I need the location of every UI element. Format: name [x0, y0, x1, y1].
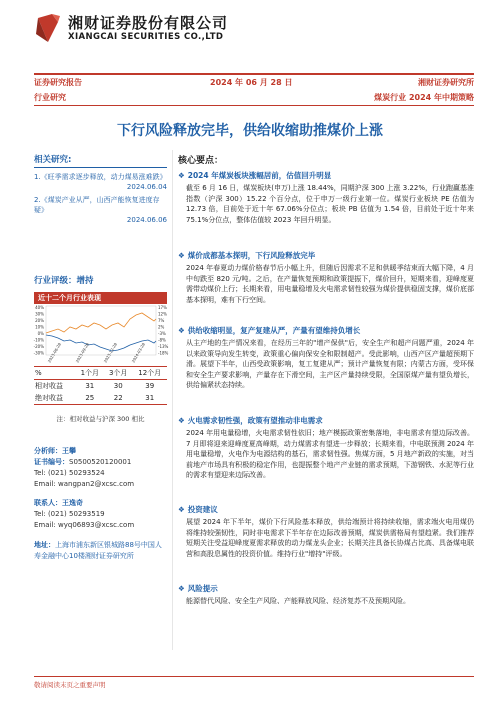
- right-tick: -8%: [158, 337, 166, 343]
- table-header-cell: %: [34, 367, 76, 380]
- company-logo-icon: [34, 12, 62, 44]
- x-tick: 2023-06-28: [46, 341, 62, 364]
- y-tick: -10%: [33, 337, 44, 343]
- cert-label: 证书编号：: [34, 458, 69, 466]
- right-tick: -13%: [158, 344, 169, 349]
- related-item-text[interactable]: 1.《旺季需求逐步释放，动力煤易涨难跌》: [34, 173, 167, 181]
- related-research: [34, 153, 167, 225]
- right-tick: 17%: [158, 305, 167, 310]
- right-tick: -3%: [158, 331, 166, 336]
- y-axis-ticks: [34, 305, 45, 356]
- industry-rating: [34, 274, 167, 286]
- right-tick: 12%: [158, 311, 167, 317]
- related-item[interactable]: [34, 172, 167, 192]
- address-text: 上海市浦东新区银城路88号中国人寿金融中心10楼湘财证券研究所: [34, 541, 162, 560]
- analyst-card: [34, 446, 167, 490]
- related-item-date: 2024.06.06: [126, 216, 167, 224]
- table-cell: 30: [113, 382, 123, 390]
- right-tick: 2%: [158, 324, 165, 330]
- email-label: Email:: [34, 480, 56, 488]
- table-cell: 绝对收益: [34, 392, 76, 405]
- address-block: [34, 540, 167, 562]
- bullet-icon: ❖: [178, 251, 185, 260]
- report-category: 行业研究: [34, 93, 66, 102]
- chart-banner: 近十二个月行业表现: [34, 292, 167, 304]
- section-heading: ❖ 火电需求韧性强，政策有望推动非电需求: [178, 416, 323, 425]
- company-header: [34, 10, 474, 50]
- section-paragraph: 2024 年用电量稳增，火电需求韧性依旧；地产模振政策密集落地，非电需求有望边际改善。7 月即将迎来迎峰度夏高峰期，动力煤需求有望进一步释放；长期来看，中电联预测 2024 年用电量稳增，火电作为电源结构的基石，需求韧性强。焦煤方面，5 月地产新政的实施，对当前地产市场具有积极的稳定作用，也提振整个地产产业链的需求预期，下游钢铁、水泥等行业的需求有望迎来边际改善。: [186, 429, 474, 480]
- table-header-cell: 3个月: [104, 367, 132, 380]
- contact-card: [34, 498, 167, 531]
- report-type: 证券研究报告: [34, 78, 82, 87]
- bullet-icon: ❖: [178, 326, 185, 335]
- institute-name: 湘财证券研究所: [418, 78, 474, 87]
- table-cell: 39: [145, 382, 155, 390]
- related-item-date: 2024.06.04: [126, 183, 167, 191]
- section-heading: ❖ 投资建议: [178, 505, 218, 514]
- y-tick: -30%: [33, 350, 44, 356]
- section-heading: ❖ 煤价成都基本探明，下行风险释放完毕: [178, 251, 316, 260]
- footer-divider: [34, 676, 474, 677]
- table-note: 注：相对收益与沪深 300 相比: [56, 415, 145, 423]
- tel-label: Tel:: [34, 510, 46, 518]
- divider: [34, 167, 167, 168]
- report-title: 下行风险释放完毕，供给收缩助推煤价上涨: [117, 123, 383, 139]
- tel-label: Tel:: [34, 469, 46, 477]
- y-tick: -20%: [33, 344, 44, 349]
- email-label: Email:: [34, 521, 56, 529]
- key-points-title: 核心要点：: [178, 156, 224, 166]
- x-tick: 2023-12-28: [102, 341, 118, 364]
- contact-name: 王逸奇: [62, 499, 83, 507]
- table-cell: 31: [132, 392, 167, 405]
- analyst-label: 分析师：: [34, 447, 62, 455]
- y-tick: 0%: [37, 331, 44, 336]
- x-tick: 2024-03-28: [130, 341, 146, 364]
- contact-label: 联系人：: [34, 499, 62, 507]
- y-tick: 10%: [35, 324, 44, 330]
- related-item-text[interactable]: 2.《煤炭产业从严，山西产能恢复进度存疑》: [34, 196, 160, 214]
- footer-disclaimer[interactable]: 敬请阅读末页之重要声明: [34, 681, 106, 689]
- report-category-bar: [34, 90, 474, 106]
- y-tick: 40%: [35, 305, 44, 310]
- email-link[interactable]: wangpan2@xcsc.com: [58, 480, 135, 488]
- bullet-icon: ❖: [178, 416, 185, 425]
- address-label: 地址：: [34, 541, 55, 549]
- email-link[interactable]: wyq06893@xcsc.com: [58, 521, 135, 529]
- x-tick: 2023-09-28: [74, 341, 90, 364]
- table-row: [34, 380, 167, 393]
- table-cell: 相对收益: [35, 382, 63, 390]
- tel-number: (021) 50293524: [47, 469, 105, 477]
- y-tick: 20%: [35, 318, 44, 323]
- tel-number: (021) 50293519: [47, 510, 105, 518]
- section-paragraph: 从主产地的生产情况来看，在经历三年的"增产保供"后，安全生产和超产问题严重，2024 年以来政策导向发生转变，政策重心偏向保安全和限制超产。受此影响，山西产区产量超预期下滑。展望下半年，山西受政策影响，复工复建从严；预计产量恢复有限；内蒙古方面，受环保和安全生产要求影响，产量存在下滑空间，主产区产量持续受限，全国原煤产量有望负增长，供给偏紧状态持续。: [186, 339, 474, 390]
- performance-table: [34, 366, 167, 405]
- column-divider: [172, 150, 173, 650]
- table-cell: 31: [85, 382, 95, 390]
- table-header-row: [34, 367, 167, 380]
- section-paragraph: 展望 2024 年下半年，煤价下行风险基本释放，供给端预计将持续收缩，需求端火电用煤仍将维持较强韧性，同时非电需求下半年存在边际改善预期，煤炭供需格局有望趋紧。我们推荐短期关注受益迎峰度夏需求释放的动力煤龙头企业；长期关注具备长协煤占比高、具备煤电联营和高股息属性的投资价值。维持行业"增持"评级。: [186, 518, 474, 558]
- section-heading: ❖ 2024 年煤炭板块涨幅居前，估值回升明显: [178, 171, 332, 180]
- cert-number: S0500520120001: [69, 458, 132, 466]
- table-row: [34, 392, 167, 405]
- table-header-cell: 12个月: [132, 367, 167, 380]
- bullet-icon: ❖: [178, 171, 185, 180]
- section-paragraph: 截至 6 月 16 日，煤炭板块(申万)上涨 18.44%，同期沪深 300 上涨 3.22%，行业跑赢基准指数（沪深 300）15.22 个百分点，位于申万一级行业第一位。煤炭行业板块 PE 估值为 12.73 倍，目前处于近十年 67.06%分位点；板块 PB 估值为 1.54 倍，目前处于近十年来 75.1%分位点，整体估值较 2023 年回升明显。: [186, 184, 474, 224]
- section-heading: ❖ 风险提示: [178, 584, 218, 593]
- right-tick: 7%: [158, 318, 165, 323]
- related-item[interactable]: [34, 195, 167, 225]
- table-header-cell: 1个月: [76, 367, 104, 380]
- section-paragraph: 2024 年春夏动力煤价格春节后小幅上升，但随后因需求不足和供暖季结束而大幅下降，4 月中旬跌至 820 元/吨。之后，在产量恢复预期和政策提振下，煤价回升，短期来看，迎峰度夏需带动煤价上行；长期来看，用电量稳增及火电需求韧性较强为煤价提供稳固支撑，煤价底部基本探明，难有下行空间。: [186, 264, 474, 304]
- report-meta-bar: [34, 73, 474, 89]
- analyst-name: 王攀: [62, 447, 76, 455]
- company-name-cn: 湘财证券股份有限公司: [68, 14, 229, 32]
- report-series: 煤炭行业 2024 年中期策略: [374, 93, 474, 102]
- table-cell: 25: [76, 392, 104, 405]
- section-heading: ❖ 供给收缩明显，复产复建从严，产量有望维持负增长: [178, 326, 361, 335]
- y-tick: 30%: [35, 311, 44, 317]
- report-date: 2024 年 06 月 28 日: [210, 78, 293, 87]
- right-axis-ticks: [158, 305, 169, 356]
- company-name-en: XIANGCAI SECURITIES CO.,LTD: [68, 32, 224, 42]
- series-line-red: [46, 313, 156, 333]
- industry-performance-chart: [34, 305, 167, 365]
- bullet-icon: ❖: [178, 584, 185, 593]
- bullet-icon: ❖: [178, 505, 185, 514]
- related-title: 相关研究:: [34, 155, 72, 165]
- right-tick: -18%: [158, 350, 169, 356]
- rating-label: 行业评级：增持: [34, 276, 94, 286]
- table-cell: 22: [104, 392, 132, 405]
- section-paragraph: 能源替代风险、安全生产风险、产能释放风险、经济复苏不及预期风险。: [186, 597, 410, 605]
